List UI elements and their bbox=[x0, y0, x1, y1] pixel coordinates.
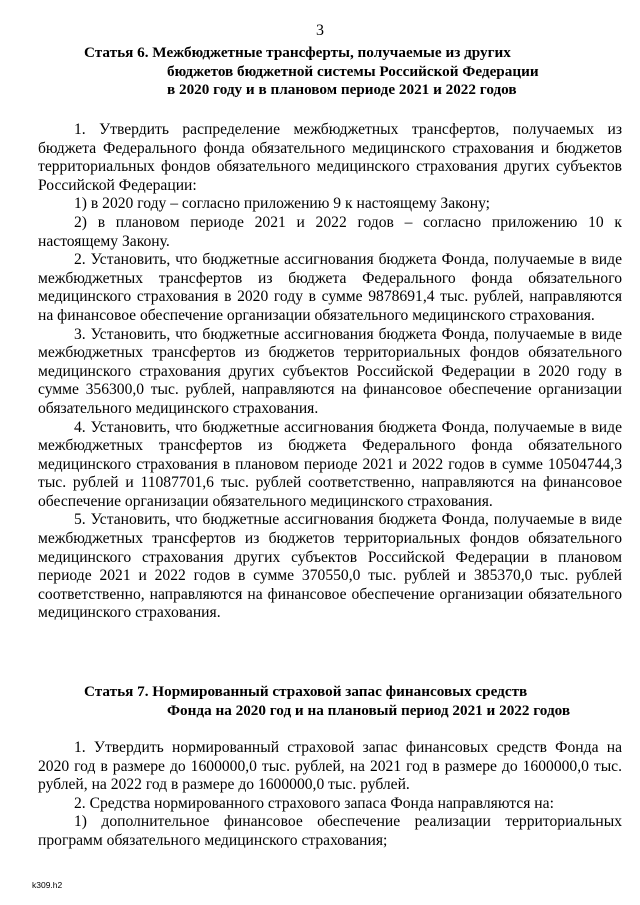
article-6-paragraph-3: 3. Установить, что бюджетные ассигнования бюджета Фонда, получаемые в виде межбюджетных трансфертов из бюджетов территориальных фондов обязательного медицинского страхования других субъектов Российской Федерации в 2020 году в сумме 356300,0 тыс. рублей, направляются на финансовое обеспечение организации обязательного медицинского страхования. bbox=[38, 325, 622, 417]
article-6-body bbox=[38, 121, 622, 623]
article-6-paragraph-5: 5. Установить, что бюджетные ассигнования бюджета Фонда, получаемые в виде межбюджетных трансфертов из бюджетов территориальных фондов обязательного медицинского страхования других субъектов Российской Федерации в плановом периоде 2021 и 2022 годов в сумме 370550,0 тыс. рублей и 385370,0 тыс. рублей соответственно, направляются на финансовое обеспечение организации обязательного медицинского страхования. bbox=[38, 511, 622, 622]
article-6-paragraph-1-item-2: 2) в плановом периоде 2021 и 2022 годов – согласно приложению 10 к настоящему Закону. bbox=[38, 213, 622, 250]
article-7-paragraph-1: 1. Утвердить нормированный страховой запас финансовых средств Фонда на 2020 год в размере до 1600000,0 тыс. рублей, на 2021 год в размере до 1600000,0 тыс. рублей, на 2022 год в размере до 1600000,0 тыс. рублей. bbox=[38, 739, 622, 794]
article-6-paragraph-2: 2. Установить, что бюджетные ассигнования бюджета Фонда, получаемые в виде межбюджетных трансфертов из бюджета Федерального фонда обязательного медицинского страхования в 2020 году в сумме 9878691,4 тыс. рублей, направляются на финансовое обеспечение организации обязательного медицинского страхования. bbox=[38, 251, 622, 324]
article-6-heading-line-1: Статья 6. Межбюджетные трансферты, получаемые из других bbox=[84, 44, 511, 61]
article-7-body bbox=[38, 739, 622, 851]
article-7-heading-line-2: Фонда на 2020 год и на плановый период 2021 и 2022 годов bbox=[167, 701, 571, 719]
article-7-heading-line-1: Статья 7. Нормированный страховой запас финансовых средств bbox=[84, 683, 528, 700]
article-6-paragraph-1-item-1: 1) в 2020 году – согласно приложению 9 к настоящему Закону; bbox=[74, 195, 491, 213]
article-6-paragraph-1: 1. Утвердить распределение межбюджетных трансфертов, получаемых из бюджета Федерального фонда обязательного медицинского страхования и бюджетов территориальных фондов обязательного медицинского страхования других субъектов Российской Федерации: bbox=[38, 121, 622, 194]
article-6-paragraph-4: 4. Установить, что бюджетные ассигнования бюджета Фонда, получаемые в виде межбюджетных трансфертов из бюджета Федерального фонда обязательного медицинского страхования в плановом периоде 2021 и 2022 годов в сумме 10504744,3 тыс. рублей и 11087701,6 тыс. рублей соответственно, направляются на финансовое обеспечение организации обязательного медицинского страхования. bbox=[38, 418, 622, 510]
article-6-heading-line-3: в 2020 году и в плановом периоде 2021 и 2022 годов bbox=[167, 81, 517, 98]
article-6-heading-line-2: бюджетов бюджетной системы Российской Федерации bbox=[167, 62, 539, 80]
article-7-heading bbox=[84, 683, 570, 720]
article-7-paragraph-2-item-1: 1) дополнительное финансовое обеспечение реализации территориальных программ обязательного медицинского страхования; bbox=[38, 813, 622, 849]
article-6-heading bbox=[84, 44, 539, 100]
page-number: 3 bbox=[316, 22, 324, 39]
document-code: k309.h2 bbox=[32, 880, 63, 890]
article-7-paragraph-2: 2. Средства нормированного страхового запаса Фонда направляются на: bbox=[74, 794, 554, 812]
